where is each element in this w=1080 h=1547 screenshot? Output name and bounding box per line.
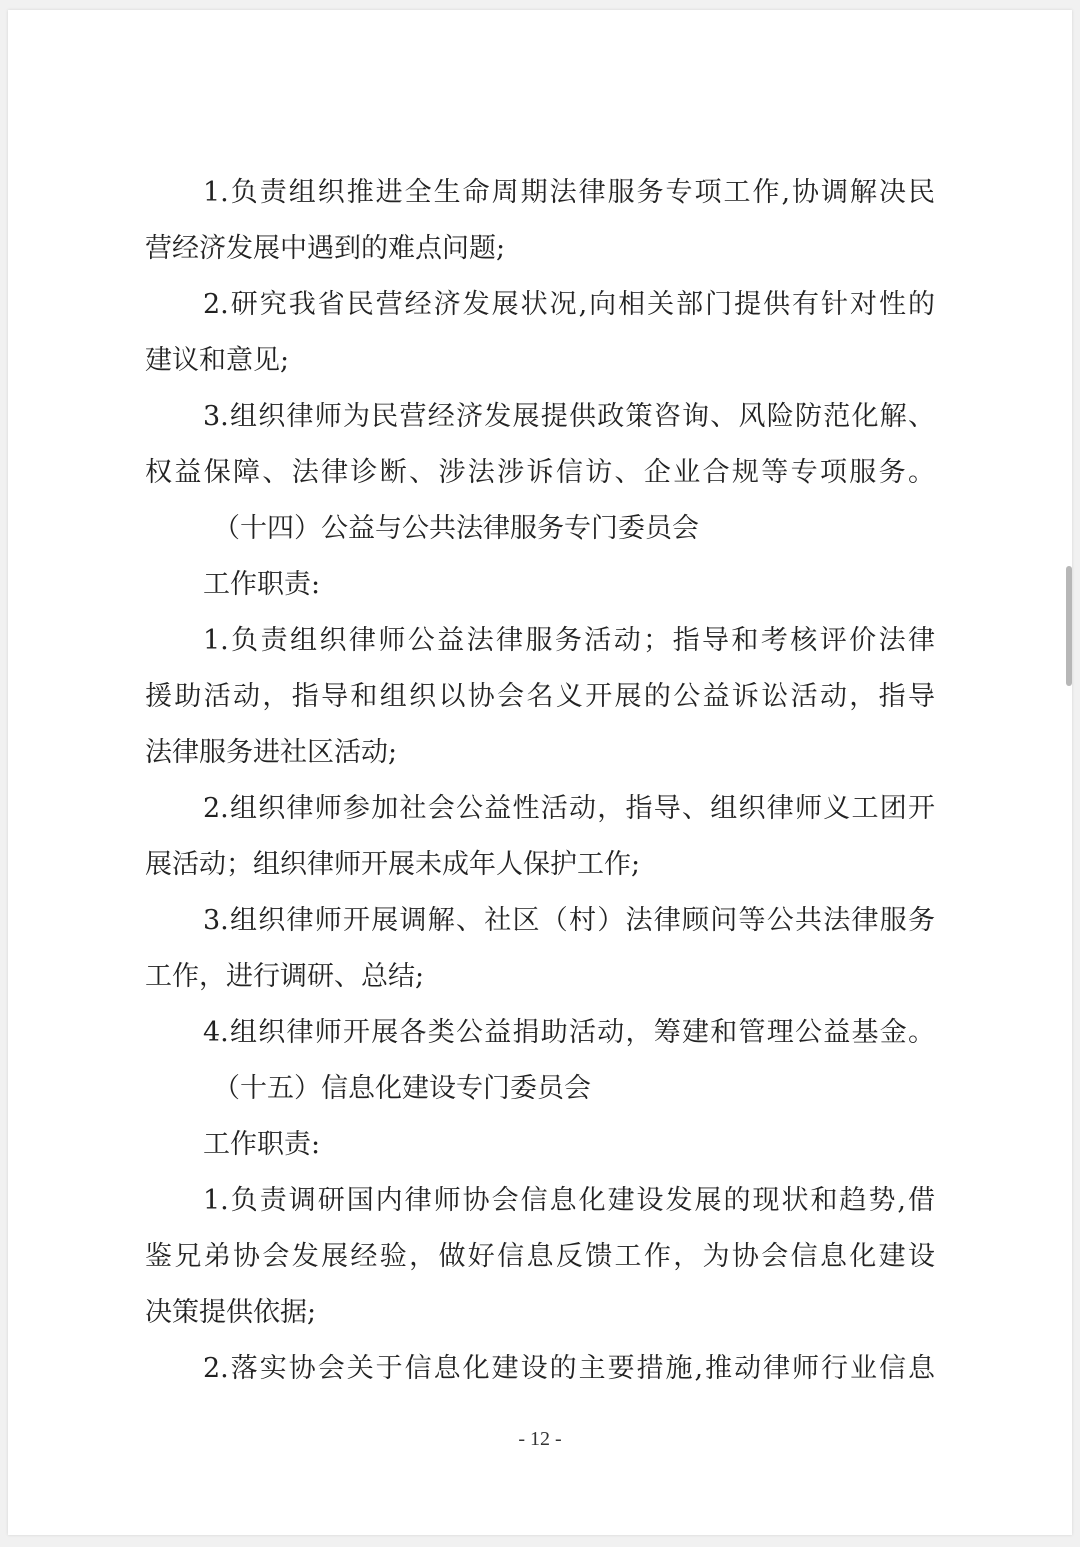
paragraph-line: 2.组织律师参加社会公益性活动，指导、组织律师义工团开 xyxy=(203,793,935,824)
duties-label: 工作职责: xyxy=(203,569,321,600)
paragraph-line: 权益保障、法律诊断、涉法涉诉信访、企业合规等专项服务。 xyxy=(145,457,935,488)
paragraph-line: 1.负责组织律师公益法律服务活动；指导和考核评价法律 xyxy=(203,625,935,656)
paragraph-line: 援助活动，指导和组织以协会名义开展的公益诉讼活动，指导 xyxy=(145,681,935,712)
section-heading: （十五）信息化建设专门委员会 xyxy=(213,1073,591,1104)
paragraph-line: 1.负责组织推进全生命周期法律服务专项工作,协调解决民 xyxy=(203,177,935,208)
page-number: - 12 - xyxy=(518,1428,562,1450)
paragraph-line: 决策提供依据; xyxy=(145,1297,317,1328)
section-heading: （十四）公益与公共法律服务专门委员会 xyxy=(213,513,699,544)
paragraph-line: 4.组织律师开展各类公益捐助活动，筹建和管理公益基金。 xyxy=(203,1017,935,1048)
scrollbar-thumb[interactable] xyxy=(1066,566,1072,686)
paragraph-line: 营经济发展中遇到的难点问题; xyxy=(145,233,506,264)
paragraph-line: 3.组织律师为民营经济发展提供政策咨询、风险防范化解、 xyxy=(203,401,935,432)
paragraph-line: 建议和意见; xyxy=(145,345,290,376)
document-page xyxy=(8,10,1072,1535)
paragraph-line: 2.研究我省民营经济发展状况,向相关部门提供有针对性的 xyxy=(203,289,935,320)
paragraph-line: 3.组织律师开展调解、社区（村）法律顾问等公共法律服务 xyxy=(203,905,935,936)
paragraph-line: 鉴兄弟协会发展经验，做好信息反馈工作，为协会信息化建设 xyxy=(145,1241,935,1272)
paragraph-line: 法律服务进社区活动; xyxy=(145,737,398,768)
paragraph-line: 工作，进行调研、总结; xyxy=(145,961,425,992)
paragraph-line: 展活动；组织律师开展未成年人保护工作; xyxy=(145,849,641,880)
paragraph-line: 1.负责调研国内律师协会信息化建设发展的现状和趋势,借 xyxy=(203,1185,935,1216)
paragraph-line: 2.落实协会关于信息化建设的主要措施,推动律师行业信息 xyxy=(203,1353,935,1384)
duties-label: 工作职责: xyxy=(203,1129,321,1160)
